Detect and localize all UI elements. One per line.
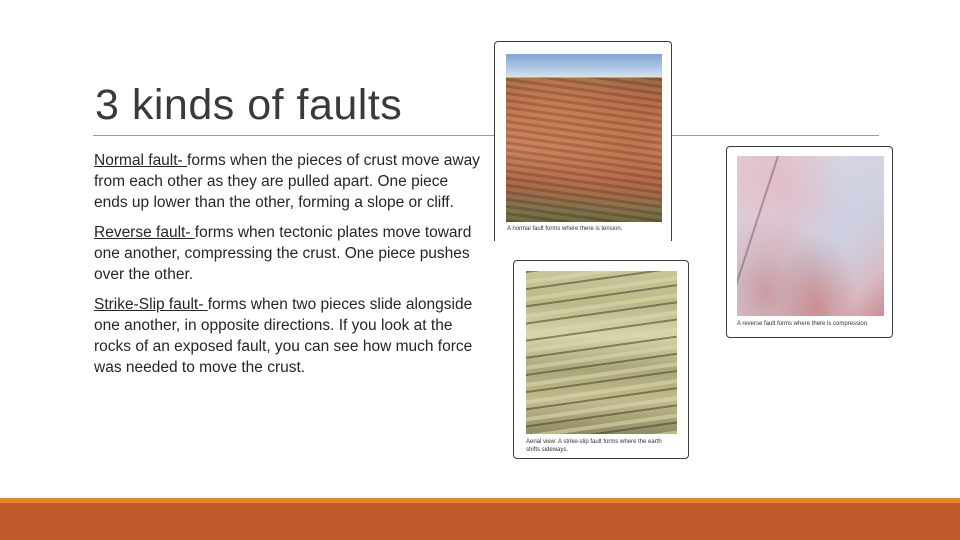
term-reverse-fault: Reverse fault-	[94, 224, 195, 241]
title-divider	[93, 135, 879, 136]
term-strike-slip-fault: Strike-Slip fault-	[94, 296, 208, 313]
desc-reverse-fault: forms when tectonic plates move toward one another, compressing the crust. One piece pushes over the other.	[94, 224, 472, 283]
reverse-fault-photo-card	[726, 146, 893, 338]
reverse-fault-photo	[737, 156, 884, 316]
desc-normal-fault: forms when the pieces of crust move away from each other as they are pulled apart. One piece ends up lower than the other, forming a slope or cliff.	[94, 152, 480, 211]
normal-fault-photo	[506, 54, 662, 222]
slide-title: 3 kinds of faults	[95, 81, 403, 129]
paragraph-reverse-fault	[94, 222, 486, 285]
footer-bar	[0, 503, 960, 540]
term-normal-fault: Normal fault-	[94, 152, 188, 169]
paragraph-normal-fault	[94, 150, 486, 213]
normal-fault-caption: A normal fault forms where there is tension.	[507, 226, 623, 232]
paragraph-strike-slip-fault	[94, 294, 486, 378]
strike-slip-fault-caption: Aerial view: A strike-slip fault forms where the earth shifts sideways.	[526, 439, 662, 453]
desc-strike-slip-fault: forms when two pieces slide alongside one another, in opposite directions. If you look at the rocks of an exposed fault, you can see how much force was needed to move the crust.	[94, 296, 473, 376]
strike-slip-fault-photo	[526, 271, 677, 434]
body-text	[94, 150, 486, 387]
reverse-fault-caption: A reverse fault forms where there is compression.	[737, 321, 869, 327]
strike-slip-fault-photo-card	[513, 260, 689, 459]
normal-fault-photo-card	[494, 41, 672, 241]
